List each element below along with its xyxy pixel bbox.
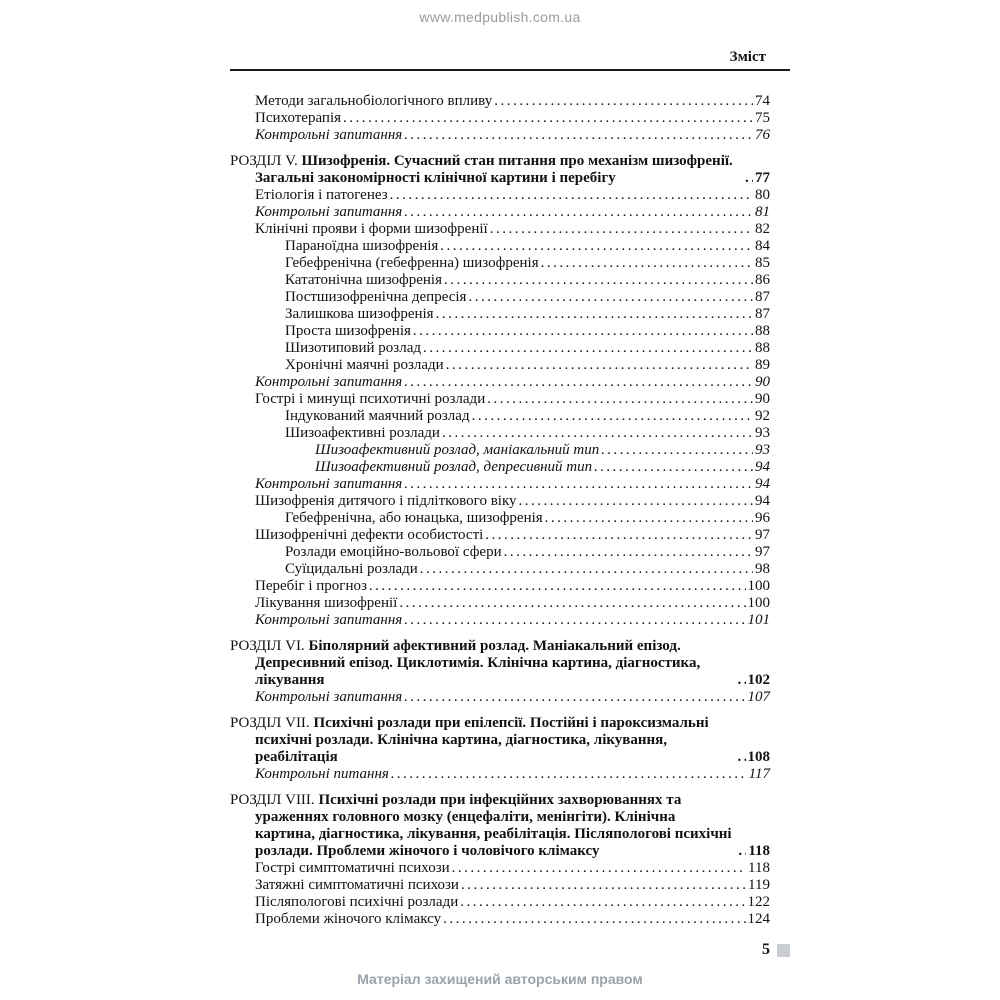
toc-entry-text: Залишкова шизофренія: [285, 306, 434, 322]
toc-page-number: 97: [755, 527, 770, 543]
toc-entry-text: Клінічні прояви і форми шизофренії: [255, 221, 488, 237]
toc-dot-leader: [446, 357, 753, 374]
toc-page-number: 100: [747, 595, 770, 611]
toc-entry-text: Післяпологові психічні розлади: [255, 894, 459, 910]
toc-entry-text: Хронічні маячні розлади: [285, 357, 444, 373]
toc-entry: [230, 459, 790, 476]
toc-dot-leader: [738, 672, 746, 689]
toc-dot-leader: [369, 578, 746, 595]
toc-entry: [230, 894, 790, 911]
toc-chapter-title: Шизофренія. Сучасний стан питання про механізм шизофренії. Загальні закономірності клінічної картини і перебігу: [255, 153, 733, 186]
toc-entry: [230, 374, 790, 391]
toc-entry: [230, 187, 790, 204]
toc-page-number: 93: [755, 442, 770, 458]
toc-page-number: 82: [755, 221, 770, 237]
toc-entry: [230, 238, 790, 255]
toc-entry-text: Шизоафективний розлад, маніакальний тип: [315, 442, 600, 458]
toc-entry: [230, 578, 790, 595]
toc-entry-text: Перебіг і прогноз: [255, 578, 367, 594]
toc-entry: [230, 340, 790, 357]
toc-chapter-prefix: РОЗДІЛ VIII.: [230, 792, 319, 808]
toc-chapter-title: Біполярний афективний розлад. Маніакальний епізод. Депресивний епізод. Циклотимія. Клінічна картина, діагностика, лікування: [255, 638, 701, 688]
toc-dot-leader: [404, 476, 753, 493]
toc-entry-text: Проблеми жіночого клімаксу: [255, 911, 442, 927]
page-marker-square: [777, 944, 790, 957]
toc-dot-leader: [472, 408, 753, 425]
toc-page-number: 90: [755, 391, 770, 407]
toc-entry: [230, 110, 790, 127]
toc-entry-text: Кататонічна шизофренія: [285, 272, 443, 288]
toc-dot-leader: [343, 110, 753, 127]
toc-page-number: 80: [755, 187, 770, 203]
toc-dot-leader: [444, 272, 753, 289]
toc-entry: [230, 272, 790, 289]
toc-dot-leader: [399, 595, 745, 612]
toc-dot-leader: [420, 561, 753, 578]
toc-page-number: 108: [747, 749, 770, 765]
toc-entry-text: Затяжні симптоматичні психози: [255, 877, 459, 893]
toc-entry-text: Шизоафективні розлади: [285, 425, 440, 441]
toc-chapter-entry: [230, 715, 790, 766]
toc-dot-leader: [541, 255, 753, 272]
toc-entry-text: Контрольні питання: [255, 766, 389, 782]
toc-entry-text: Психотерапія: [255, 110, 342, 126]
toc-entry: [230, 510, 790, 527]
toc-entry: [230, 766, 790, 783]
toc-chapter-prefix: РОЗДІЛ VI.: [230, 638, 309, 654]
toc-entry: [230, 689, 790, 706]
toc-page-number: 98: [755, 561, 770, 577]
toc-page-number: 76: [755, 127, 770, 143]
toc-dot-leader: [490, 221, 753, 238]
toc-dot-leader: [404, 689, 745, 706]
toc-dot-leader: [390, 187, 753, 204]
toc-page-number: 124: [747, 911, 770, 927]
toc-chapter-prefix: РОЗДІЛ V.: [230, 153, 302, 169]
toc-dot-leader: [452, 860, 746, 877]
toc-entry-text: Контрольні запитання: [255, 476, 403, 492]
toc-page-number: 117: [748, 766, 770, 782]
toc-entry-text: [230, 792, 736, 860]
toc-page-number: 86: [755, 272, 770, 288]
toc-page-number: 118: [748, 860, 770, 876]
toc-dot-leader: [460, 894, 745, 911]
toc-page-number: 94: [755, 476, 770, 492]
toc-entry-text: Проста шизофренія: [285, 323, 411, 339]
toc-page-number: 102: [747, 672, 770, 688]
toc-dot-leader: [404, 374, 753, 391]
toc-entry-text: Гебефренічна, або юнацька, шизофренія: [285, 510, 543, 526]
toc-page-number: 77: [755, 170, 770, 186]
toc-page-number: 90: [755, 374, 770, 390]
toc-entry-text: Індукований маячний розлад: [285, 408, 470, 424]
toc-entry: [230, 860, 790, 877]
toc-page-number: 107: [747, 689, 770, 705]
toc-dot-leader: [423, 340, 753, 357]
toc-chapter-entry: [230, 153, 790, 187]
toc-page-number: 87: [755, 306, 770, 322]
toc-dot-leader: [487, 391, 753, 408]
toc-page-number: 75: [755, 110, 770, 126]
folio-row: [230, 941, 790, 959]
toc-dot-leader: [545, 510, 753, 527]
toc-dot-leader: [494, 93, 753, 110]
toc-page-number: 92: [755, 408, 770, 424]
toc-entry-text: Шизофренічні дефекти особистості: [255, 527, 484, 543]
toc-entry-text: Шизоафективний розлад, депресивний тип: [315, 459, 593, 475]
toc-page-number: 85: [755, 255, 770, 271]
toc-entry: [230, 493, 790, 510]
toc-dot-leader: [738, 749, 746, 766]
toc-page-number: 87: [755, 289, 770, 305]
toc-entry-text: Контрольні запитання: [255, 127, 403, 143]
toc-page-number: 88: [755, 323, 770, 339]
toc-entry: [230, 911, 790, 928]
toc-page-number: 96: [755, 510, 770, 526]
toc-page-number: 118: [748, 843, 770, 859]
toc-dot-leader: [745, 170, 753, 187]
toc-entry: [230, 221, 790, 238]
toc-entry-text: Лікування шизофренії: [255, 595, 398, 611]
toc-page-number: 84: [755, 238, 770, 254]
toc-entry: [230, 612, 790, 629]
folio-page-number: 5: [762, 941, 770, 958]
toc-dot-leader: [443, 911, 745, 928]
toc-entry-text: Гебефренічна (гебефренна) шизофренія: [285, 255, 539, 271]
toc-entry: [230, 323, 790, 340]
toc-chapter-entry: [230, 638, 790, 689]
toc-entry-text: Параноїдна шизофренія: [285, 238, 439, 254]
toc-entry-text: [230, 153, 743, 187]
toc-dot-leader: [436, 306, 753, 323]
toc-entry-text: Розлади емоційно-вольової сфери: [285, 544, 502, 560]
toc-entry-text: Контрольні запитання: [255, 204, 403, 220]
toc-page-number: 100: [747, 578, 770, 594]
toc-page-number: 94: [755, 493, 770, 509]
toc-entry-text: [230, 715, 736, 766]
toc-entry: [230, 391, 790, 408]
site-url: www.medpublish.com.ua: [419, 9, 581, 25]
header-rule: [230, 69, 790, 71]
toc-entry-text: Шизофренія дитячого і підліткового віку: [255, 493, 517, 509]
toc-entry-text: Контрольні запитання: [255, 612, 403, 628]
toc-entry-text: Постшизофренічна депресія: [285, 289, 467, 305]
toc-entry: [230, 561, 790, 578]
toc-list: [230, 93, 790, 928]
toc-dot-leader: [440, 238, 753, 255]
toc-dot-leader: [442, 425, 753, 442]
toc-entry-text: Методи загальнобіологічного впливу: [255, 93, 493, 109]
toc-entry: [230, 595, 790, 612]
toc-chapter-title: Психічні розлади при епілепсії. Постійні і пароксизмальні психічні розлади. Клінічна картина, діагностика, лікування, реабілітація: [255, 715, 709, 765]
toc-entry-text: Контрольні запитання: [255, 374, 403, 390]
toc-entry: [230, 204, 790, 221]
toc-page-number: 81: [755, 204, 770, 220]
toc-entry: [230, 527, 790, 544]
toc-dot-leader: [413, 323, 753, 340]
toc-entry: [230, 306, 790, 323]
toc-page-number: 88: [755, 340, 770, 356]
toc-entry: [230, 425, 790, 442]
toc-dot-leader: [404, 612, 745, 629]
toc-entry: [230, 442, 790, 459]
toc-dot-leader: [485, 527, 753, 544]
toc-entry: [230, 544, 790, 561]
toc-dot-leader: [461, 877, 746, 894]
toc-page-number: 119: [748, 877, 770, 893]
toc-dot-leader: [738, 843, 746, 860]
toc-entry: [230, 357, 790, 374]
toc-chapter-entry: [230, 792, 790, 860]
page-section-title: Зміст: [729, 49, 766, 65]
toc-entry-text: Суїцидальні розлади: [285, 561, 418, 577]
toc-dot-leader: [504, 544, 753, 561]
toc-dot-leader: [601, 442, 753, 459]
toc-entry-text: Етіологія і патогенез: [255, 187, 388, 203]
toc-dot-leader: [404, 204, 753, 221]
toc-chapter-prefix: РОЗДІЛ VII.: [230, 715, 314, 731]
toc-entry-text: Гострі і минущі психотичні розлади: [255, 391, 486, 407]
toc-page-number: 97: [755, 544, 770, 560]
toc-dot-leader: [404, 127, 753, 144]
toc-dot-leader: [391, 766, 747, 783]
toc-page-number: 93: [755, 425, 770, 441]
toc-entry: [230, 289, 790, 306]
toc-entry: [230, 255, 790, 272]
toc-dot-leader: [594, 459, 753, 476]
toc-page-content: [230, 49, 790, 928]
toc-chapter-title: Психічні розлади при інфекційних захворюваннях та ураженнях головного мозку (енцефаліти, менінгіти). Клінічна картина, діагностика, лікування, реабілітація. Післяпологові психічні розлади. Проблеми жіночого і чоловічого клімаксу: [255, 792, 732, 859]
toc-page-number: 74: [755, 93, 770, 109]
toc-page-number: 94: [755, 459, 770, 475]
toc-page-number: 101: [747, 612, 770, 628]
toc-entry: [230, 408, 790, 425]
toc-entry-text: Шизотиповий розлад: [285, 340, 421, 356]
toc-entry: [230, 476, 790, 493]
toc-entry-text: [230, 638, 736, 689]
toc-entry: [230, 93, 790, 110]
toc-entry-text: Гострі симптоматичні психози: [255, 860, 450, 876]
toc-entry: [230, 877, 790, 894]
toc-dot-leader: [468, 289, 753, 306]
copyright-notice: Матеріал захищений авторським правом: [357, 971, 643, 987]
toc-dot-leader: [519, 493, 753, 510]
toc-page-number: 89: [755, 357, 770, 373]
toc-entry-text: Контрольні запитання: [255, 689, 403, 705]
toc-page-number: 122: [747, 894, 770, 910]
toc-entry: [230, 127, 790, 144]
